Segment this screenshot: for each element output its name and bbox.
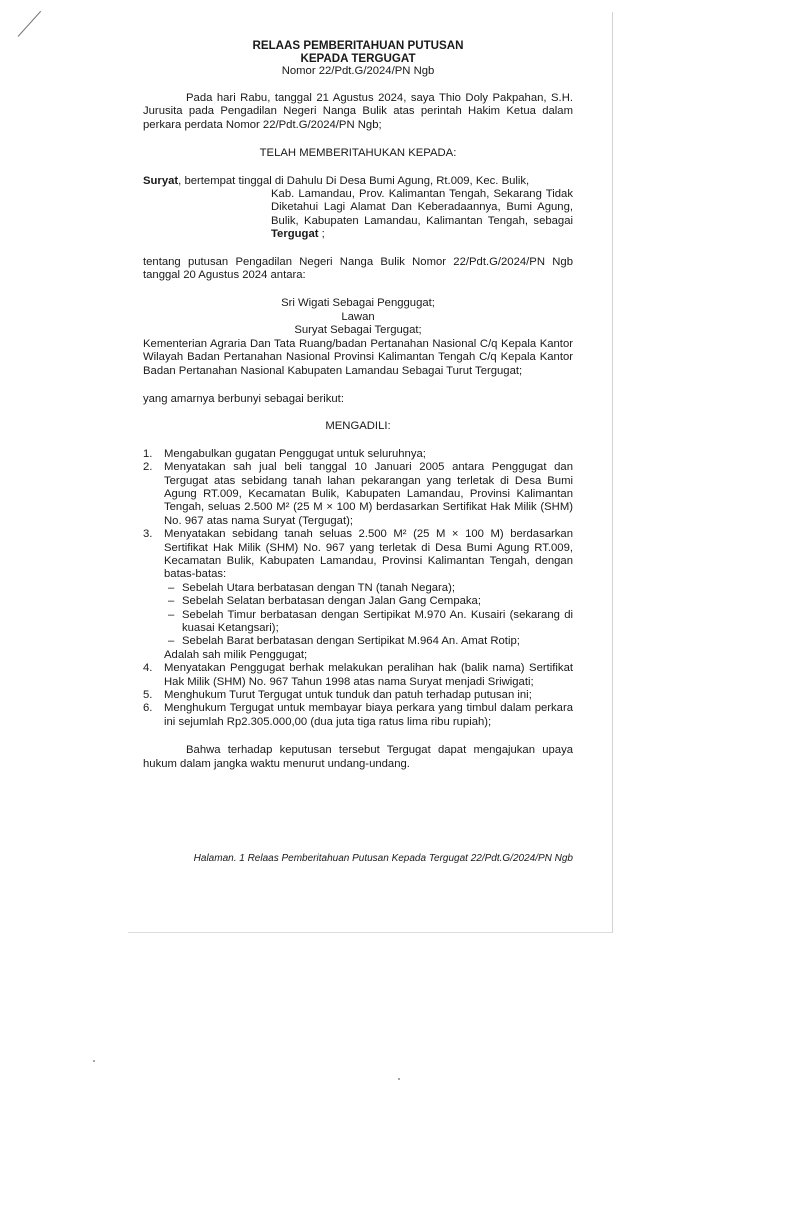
ownership-note: Adalah sah milik Penggugat; <box>164 648 308 661</box>
rulings-list <box>143 448 573 730</box>
opening-paragraph: Pada hari Rabu, tanggal 21 Agustus 2024, saya Thio Doly Pakpahan, S.H. Jurusita pada Pengadilan Negeri Nanga Bulik atas perintah Hakim Ketua dalam perkara perdata Nomor 22/Pdt.G/2024/PN Ngb; <box>143 92 573 131</box>
boundary-item: – Sebelah Selatan berbatasan dengan Jalan Gang Cempaka; <box>168 595 481 608</box>
recipient-address: Kab. Lamandau, Prov. Kalimantan Tengah, Sekarang Tidak Diketahui Lagi Alamat Dan Keberadaannya, Bumi Agung, Bulik, Kabupaten Lamandau, Kalimantan Tengah, sebagai Tergugat ; <box>271 188 573 241</box>
amar-intro: yang amarnya berbunyi sebagai berikut: <box>143 392 344 405</box>
co-defendant-line: Kementerian Agraria Dan Tata Ruang/badan Pertanahan Nasional C/q Kepala Kantor Wilayah Badan Pertanahan Nasional Provinsi Kalimantan Tengah C/q Kepala Kantor Badan Pertanahan Nasional Kabupaten Lamandau Sebagai Turut Tergugat; <box>143 337 573 377</box>
document-header <box>143 40 573 78</box>
list-item: 3. Menyatakan sebidang tanah seluas 2.500 M² (25 M × 100 M) berdasarkan Sertifikat Hak Milik (SHM) No. 967 yang terletak di Desa Bumi Agung RT.009, Kecamatan Bulik, Kabupaten Lamandau, Provinsi Kalimantan Tengah, dengan batas-batas: – Sebelah Utara berbatasan dengan TN (tanah Negara); – Sebelah Selatan berbatasan dengan Jalan Gang Cempaka; – Sebelah Timur berbatasan dengan Sertipikat M.970 An. Kusairi (sekarang di kuasai Ketangsari); – Sebelah Barat berbatasan dengan Sertipikat M.964 An. Amat Rotip; Adalah sah milik Penggugat; <box>143 528 573 661</box>
page-footer: Halaman. 1 Relaas Pemberitahuan Putusan Kepada Tergugat 22/Pdt.G/2024/PN Ngb <box>193 853 573 864</box>
scan-pen-mark <box>18 11 41 37</box>
notified-heading: TELAH MEMBERITAHUKAN KEPADA: <box>259 147 457 160</box>
recipient-lead-text: , bertempat tinggal di Dahulu Di Desa Bumi Agung, Rt.009, Kec. Bulik, <box>178 174 530 187</box>
boundary-item: – Sebelah Utara berbatasan dengan TN (tanah Negara); <box>168 581 455 594</box>
defendant-line: Suryat Sebagai Tergugat; <box>294 324 422 337</box>
page-edge-right <box>612 12 613 932</box>
boundary-item: – Sebelah Barat berbatasan dengan Sertipikat M.964 An. Amat Rotip; <box>168 635 520 648</box>
recipient-name: Suryat <box>143 174 179 187</box>
document-title-line1: RELAAS PEMBERITAHUAN PUTUSAN <box>252 39 464 52</box>
scan-speck <box>398 1078 400 1080</box>
list-item: 5. Menghukum Turut Tergugat untuk tunduk dan patuh terhadap putusan ini; <box>143 689 532 702</box>
versus-line: Lawan <box>341 310 375 323</box>
document-title-line2: KEPADA TERGUGAT <box>300 51 416 65</box>
plaintiff-line: Sri Wigati Sebagai Penggugat; <box>281 297 435 310</box>
parties-block <box>143 297 573 377</box>
list-item: 4. Menyatakan Penggugat berhak melakukan peralihan hak (balik nama) Sertifikat Hak Milik (SHM) No. 967 Tahun 1998 atas nama Suryat menjadi Sriwigati; <box>143 662 573 688</box>
scan-speck <box>93 1060 95 1062</box>
list-item: 1. Mengabulkan gugatan Penggugat untuk seluruhnya; <box>143 447 426 460</box>
recipient-block <box>143 175 573 242</box>
boundary-item: – Sebelah Timur berbatasan dengan Sertipikat M.970 An. Kusairi (sekarang di kuasai Ketangsari); <box>168 608 573 634</box>
recipient-address-row <box>143 188 573 242</box>
recipient-lead <box>143 175 573 188</box>
decision-intro: tentang putusan Pengadilan Negeri Nanga Bulik Nomor 22/Pdt.G/2024/PN Ngb tanggal 20 Agustus 2024 antara: <box>143 255 573 282</box>
recipient-role: Tergugat <box>271 228 319 241</box>
page-edge-bottom <box>128 932 613 933</box>
mengadili-heading: MENGADILI: <box>325 420 391 433</box>
closing-paragraph: Bahwa terhadap keputusan tersebut Tergugat dapat mengajukan upaya hukum dalam jangka waktu menurut undang-undang. <box>143 744 573 770</box>
case-number: Nomor 22/Pdt.G/2024/PN Ngb <box>281 65 435 77</box>
list-item: 2. Menyatakan sah jual beli tanggal 10 Januari 2005 antara Penggugat dan Tergugat atas sebidang tanah lahan pekarangan yang terletak di Desa Bumi Agung RT.009, Kecamatan Bulik, Kabupaten Lamandau, Provinsi Kalimantan Tengah, seluas 2.500 M² (25 M × 100 M) berdasarkan Sertifikat Hak Milik (SHM) No. 967 atas nama Suryat (Tergugat); <box>143 461 573 527</box>
list-item: 6. Menghukum Tergugat untuk membayar biaya perkara yang timbul dalam perkara ini sejumlah Rp2.305.000,00 (dua juta tiga ratus lima ribu rupiah); <box>143 702 573 728</box>
document-body <box>143 40 573 771</box>
